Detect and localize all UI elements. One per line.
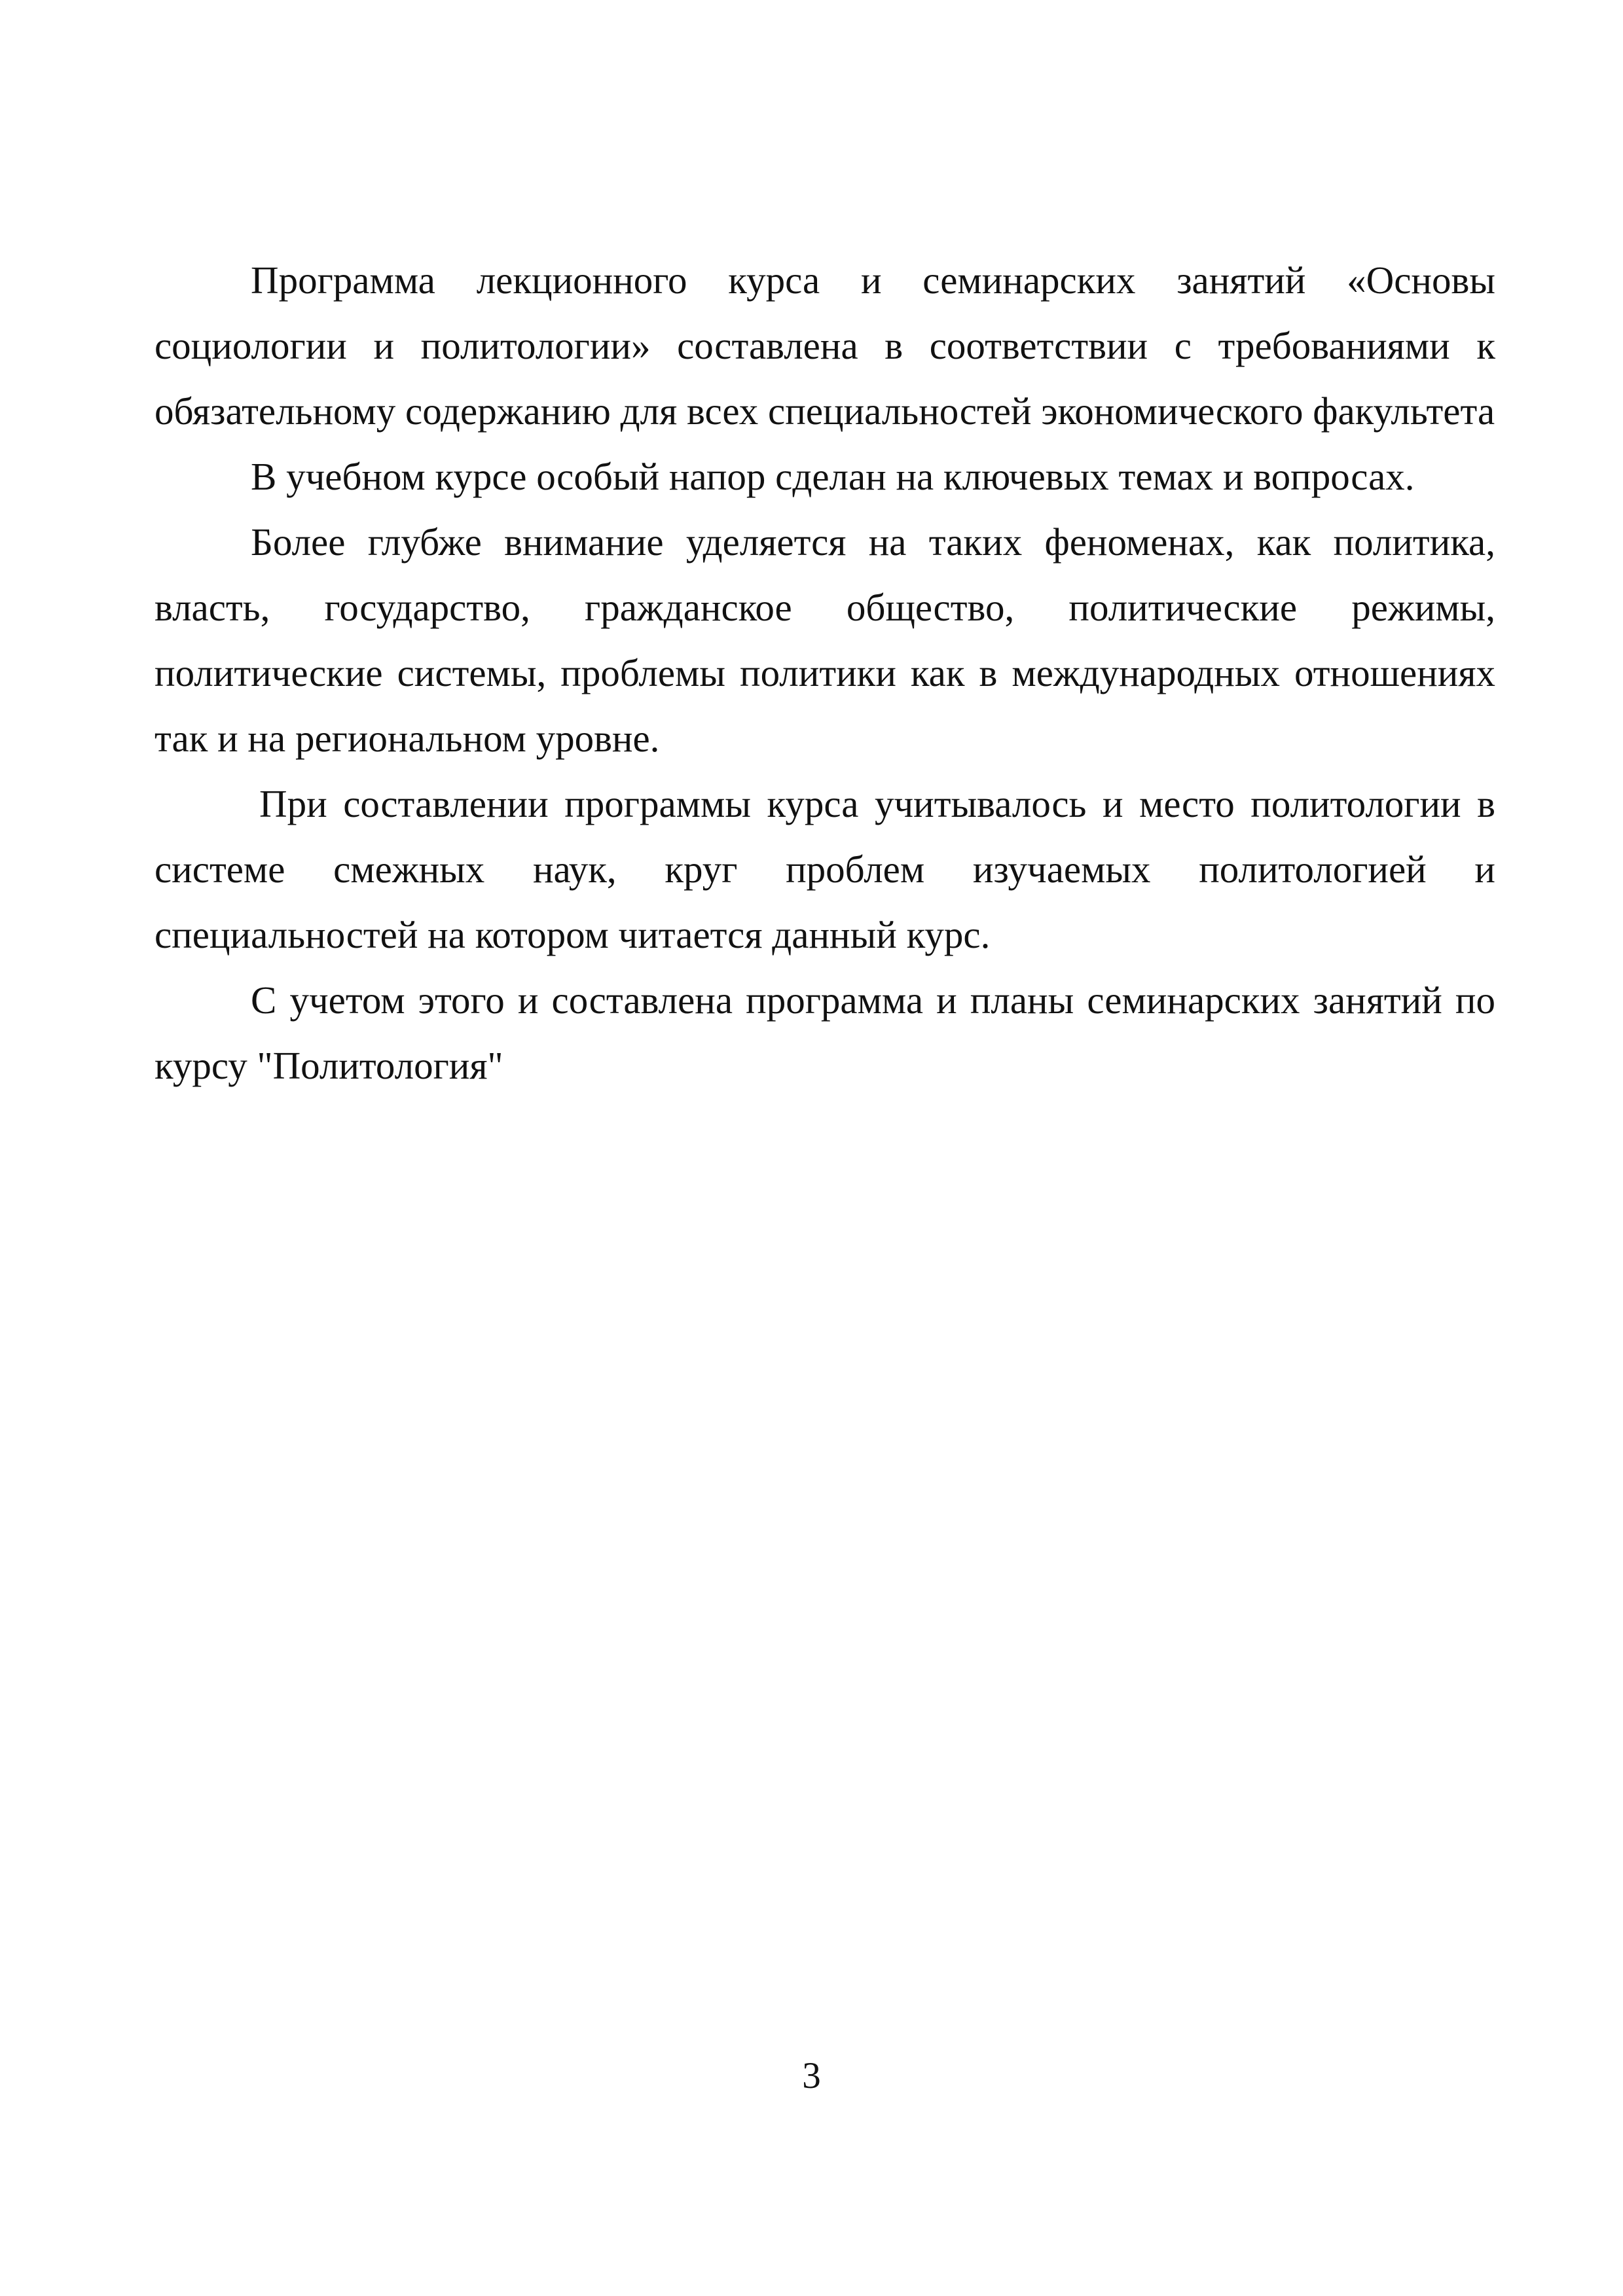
document-body bbox=[155, 247, 1495, 1098]
paragraph-key-topics: В учебном курсе особый напор сделан на ключевых темах и вопросах. bbox=[251, 455, 1415, 498]
paragraph-conclusion: С учетом этого и составлена программа и планы семинарских занятий по курсу "Политология" bbox=[155, 978, 1495, 1087]
paragraph-course-composition: При составлении программы курса учитывалось и место политологии в системе смежных наук, круг проблем изучаемых политологией и специальностей на котором читается данный курс. bbox=[155, 782, 1495, 956]
paragraph-phenomena: Более глубже внимание уделяется на таких феноменах, как политика, власть, государство, гражданское общество, политические режимы, политические системы, проблемы политики как в международных отношениях так и на региональном уровне. bbox=[155, 520, 1495, 760]
paragraph-program-description: Программа лекционного курса и семинарских занятий «Основы социологии и политологии» составлена в соответствии с требованиями к обязательному содержанию для всех специальностей экономического факультета bbox=[155, 259, 1495, 433]
page-number: 3 bbox=[802, 2055, 821, 2096]
